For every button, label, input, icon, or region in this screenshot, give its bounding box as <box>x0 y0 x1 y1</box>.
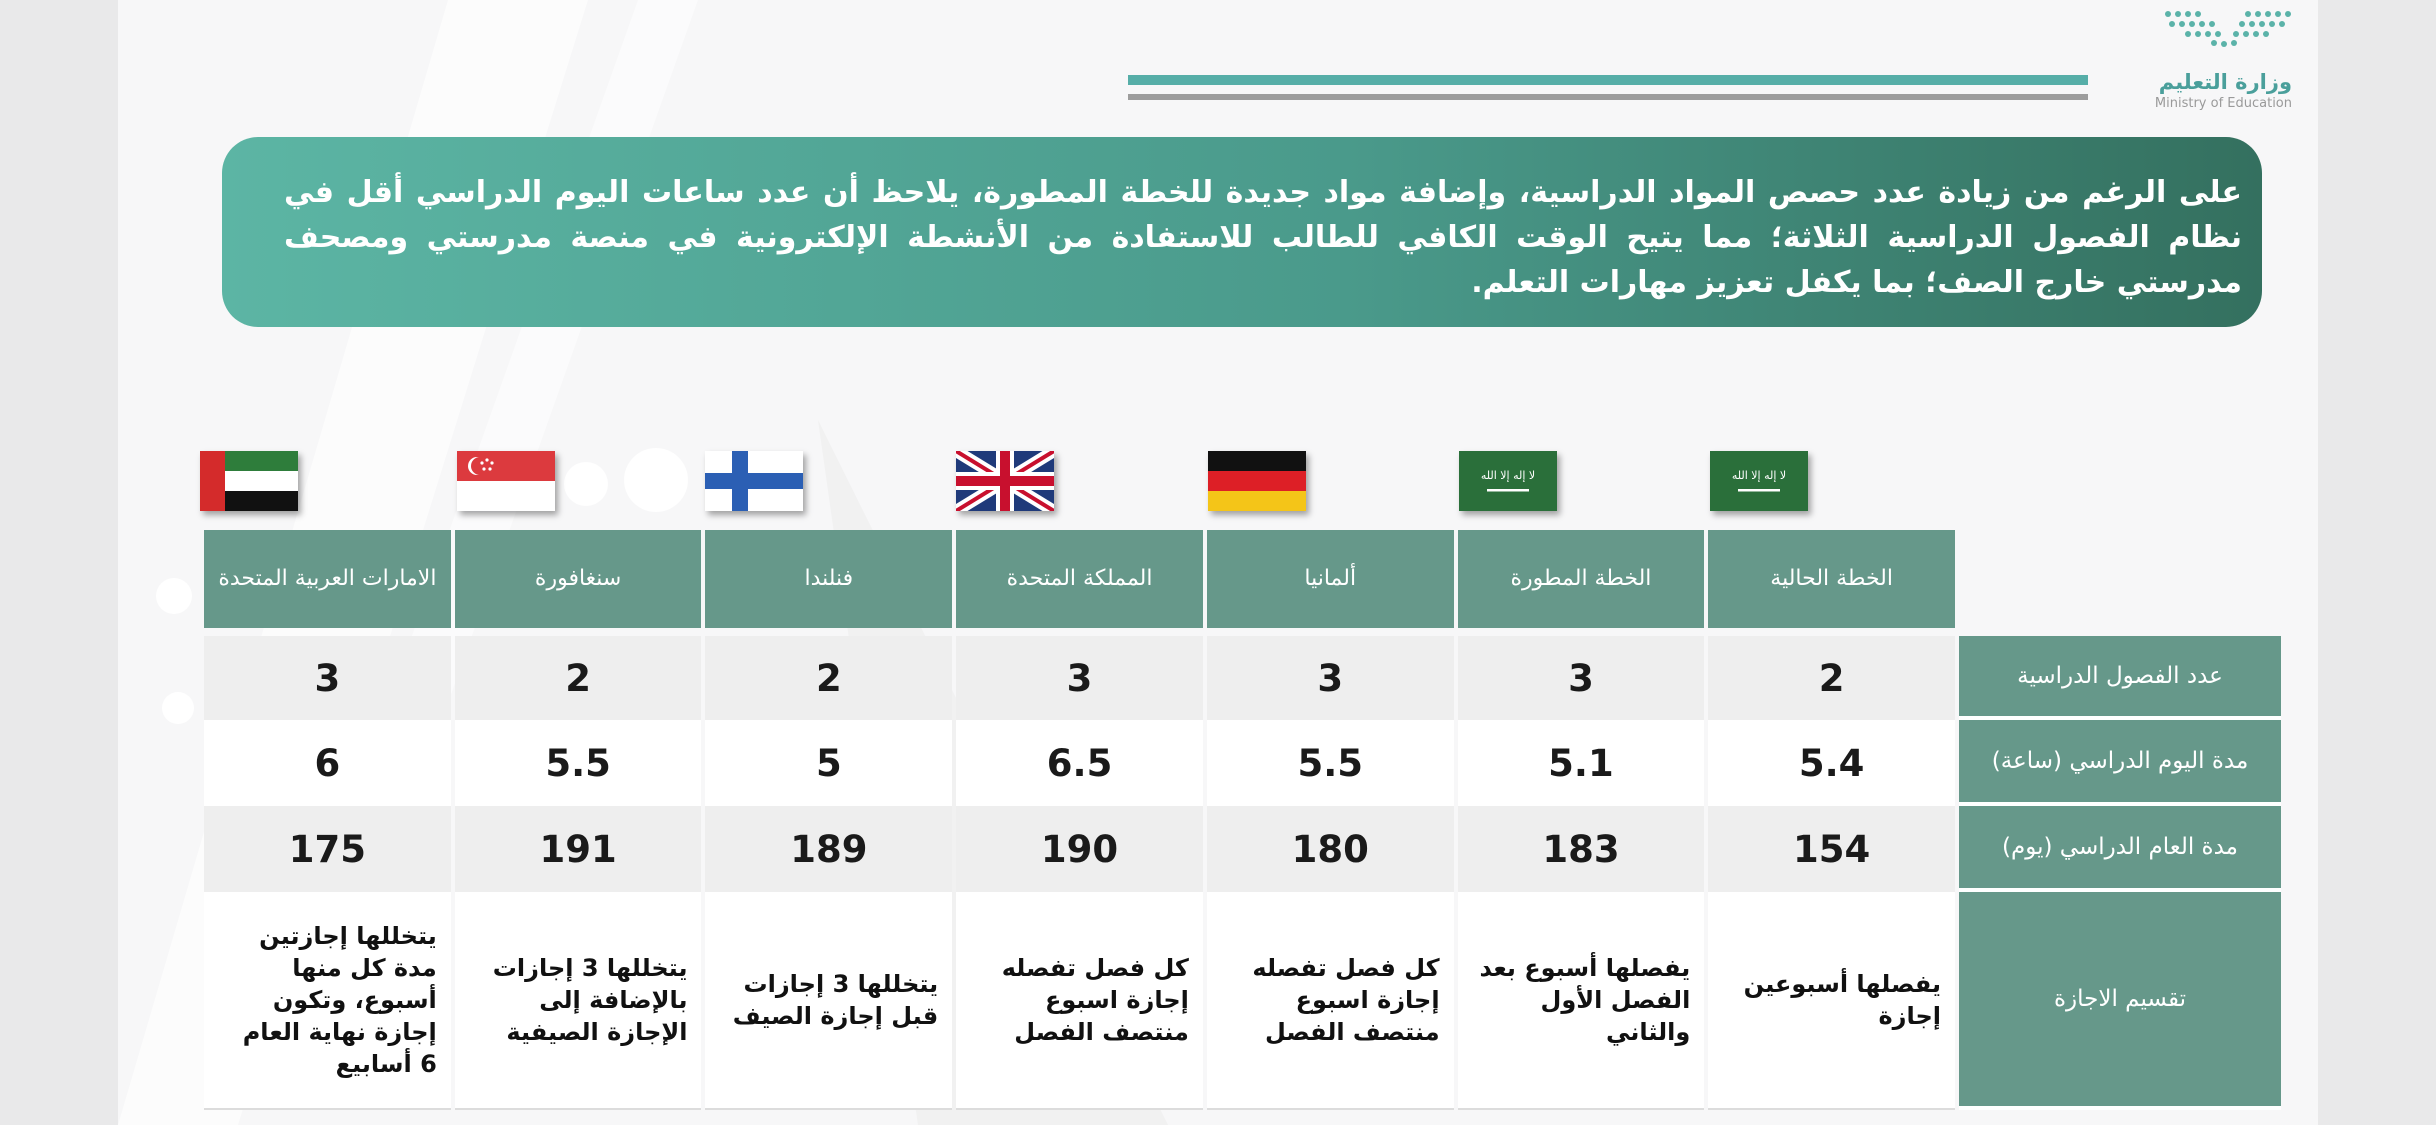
comparison-table <box>200 530 2285 1110</box>
column-header: المملكة المتحدة <box>956 530 1203 628</box>
table-cell: 5.4 <box>1708 720 1955 806</box>
table-cell: 3 <box>1207 636 1454 720</box>
table-cell: 2 <box>1708 636 1955 720</box>
table-cell: 6.5 <box>956 720 1203 806</box>
table-cell: 190 <box>956 806 1203 892</box>
uk-flag-icon <box>956 451 1054 511</box>
row-label: مدة اليوم الدراسي (ساعة) <box>1959 720 2281 806</box>
svg-text:ﻻ ﺇﻟﻪ ﺇﻻ ﺍﻟﻠﻪ: ﻻ ﺇﻟﻪ ﺇﻻ ﺍﻟﻠﻪ <box>1731 469 1787 482</box>
column-header: الخطة الحالية <box>1708 530 1955 628</box>
table-cell: 189 <box>705 806 952 892</box>
table-cell: كل فصل تفصله إجازة اسبوع منتصف الفصل <box>1207 892 1454 1110</box>
table-cell: 5.5 <box>1207 720 1454 806</box>
table-cell: 180 <box>1207 806 1454 892</box>
table-cell: 191 <box>455 806 702 892</box>
row-label: عدد الفصول الدراسية <box>1959 636 2281 720</box>
accent-bar-gray <box>1128 94 2088 100</box>
accent-bar <box>1128 75 2088 85</box>
table-cell: 5 <box>705 720 952 806</box>
uae-flag-icon <box>200 451 298 511</box>
table-cell: 175 <box>204 806 451 892</box>
slide <box>118 0 2318 1125</box>
table-row <box>204 636 2281 720</box>
logo-english: Ministry of Education <box>2154 96 2292 111</box>
table-row <box>204 720 2281 806</box>
logo-dots-icon <box>2162 8 2292 48</box>
row-label: مدة العام الدراسي (يوم) <box>1959 806 2281 892</box>
table-cell: كل فصل تفصله إجازة اسبوع منتصف الفصل <box>956 892 1203 1110</box>
ministry-logo <box>2142 8 2292 111</box>
row-label: تقسيم الاجازة <box>1959 892 2281 1110</box>
table-cell: 3 <box>204 636 451 720</box>
singapore-flag-icon <box>457 451 555 511</box>
table-cell: 3 <box>1458 636 1705 720</box>
column-header: الخطة المطورة <box>1458 530 1705 628</box>
svg-text:ﻻ ﺇﻟﻪ ﺇﻻ ﺍﻟﻠﻪ: ﻻ ﺇﻟﻪ ﺇﻻ ﺍﻟﻠﻪ <box>1480 469 1536 482</box>
table-cell: 154 <box>1708 806 1955 892</box>
table-row <box>204 806 2281 892</box>
column-header: سنغافورة <box>455 530 702 628</box>
column-header: فنلندا <box>705 530 952 628</box>
finland-flag-icon <box>705 451 803 511</box>
table-cell: 2 <box>455 636 702 720</box>
table-cell: 3 <box>956 636 1203 720</box>
germany-flag-icon <box>1208 451 1306 511</box>
saudi-flag-icon <box>1459 451 1557 511</box>
table-cell: 6 <box>204 720 451 806</box>
table-cell: يتخللها 3 إجازات قبل إجازة الصيف <box>705 892 952 1110</box>
table-cell: 5.5 <box>455 720 702 806</box>
saudi-flag-icon <box>1710 451 1808 511</box>
table-row <box>204 892 2281 1110</box>
table-cell: يتخللها إجازتين مدة كل منها أسبوع، وتكون إجازة نهاية العام 6 أسابيع <box>204 892 451 1110</box>
logo-arabic: وزارة التعليم <box>2158 70 2292 94</box>
column-header: الامارات العربية المتحدة <box>204 530 451 628</box>
table-cell: يتخللها 3 إجازات بالإضافة إلى الإجازة الصيفية <box>455 892 702 1110</box>
header-corner <box>1959 530 2281 628</box>
column-header: ألمانيا <box>1207 530 1454 628</box>
table-cell: يفصلها أسبوعين إجازة <box>1708 892 1955 1110</box>
table-cell: 183 <box>1458 806 1705 892</box>
intro-banner: على الرغم من زيادة عدد حصص المواد الدراسية، وإضافة مواد جديدة للخطة المطورة، يلاحظ أن عدد ساعات اليوم الدراسي أقل في نظام الفصول الدراسية الثلاثة؛ مما يتيح الوقت الكافي للطالب للاستفادة من الأنشطة الإلكترونية في منصة مدرستي ومصحف مدرستي خارج الصف؛ بما يكفل تعزيز مهارات التعلم. <box>222 137 2262 327</box>
table-cell: 5.1 <box>1458 720 1705 806</box>
table-cell: يفصلها أسبوع بعد الفصل الأول والثاني <box>1458 892 1705 1110</box>
table-cell: 2 <box>705 636 952 720</box>
table-header-row <box>204 530 2281 628</box>
